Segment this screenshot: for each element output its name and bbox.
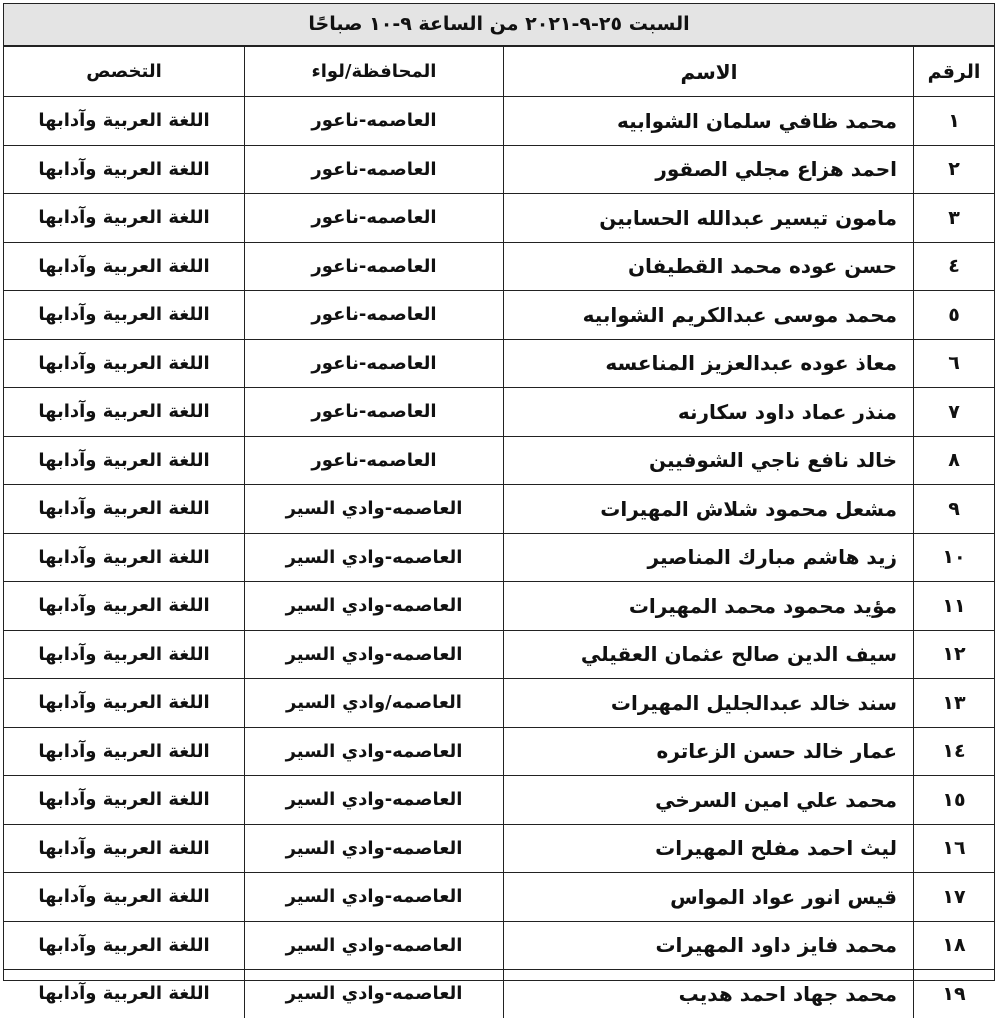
- table-row: [4, 824, 994, 873]
- row-specialization: اللغة العربية وآدابها: [4, 242, 245, 291]
- row-name: ليث احمد مفلح المهيرات: [504, 824, 914, 873]
- row-specialization: اللغة العربية وآدابها: [4, 776, 245, 825]
- schedule-sheet: [3, 3, 995, 1006]
- row-specialization: اللغة العربية وآدابها: [4, 485, 245, 534]
- row-specialization: اللغة العربية وآدابها: [4, 533, 245, 582]
- row-specialization: اللغة العربية وآدابها: [4, 339, 245, 388]
- table-body: [4, 97, 994, 1018]
- row-number: ١٠: [914, 533, 995, 582]
- row-governorate: العاصمه-وادي السير: [245, 533, 504, 582]
- row-name: مؤيد محمود محمد المهيرات: [504, 582, 914, 631]
- table-row: [4, 339, 994, 388]
- row-governorate: العاصمه-ناعور: [245, 436, 504, 485]
- row-name: محمد علي امين السرخي: [504, 776, 914, 825]
- row-specialization: اللغة العربية وآدابها: [4, 679, 245, 728]
- row-number: ١١: [914, 582, 995, 631]
- row-specialization: اللغة العربية وآدابها: [4, 145, 245, 194]
- row-name: حسن عوده محمد القطيفان: [504, 242, 914, 291]
- row-name: سند خالد عبدالجليل المهيرات: [504, 679, 914, 728]
- row-number: ١٦: [914, 824, 995, 873]
- row-name: احمد هزاع مجلي الصقور: [504, 145, 914, 194]
- header-specialization: التخصص: [4, 47, 245, 97]
- candidates-table: [4, 46, 994, 1018]
- row-number: ٣: [914, 194, 995, 243]
- table-row: [4, 630, 994, 679]
- row-number: ١٢: [914, 630, 995, 679]
- row-specialization: اللغة العربية وآدابها: [4, 194, 245, 243]
- table-row: [4, 679, 994, 728]
- row-governorate: العاصمه-وادي السير: [245, 776, 504, 825]
- row-number: ٨: [914, 436, 995, 485]
- row-name: محمد جهاد احمد هديب: [504, 970, 914, 1018]
- table-row: [4, 921, 994, 970]
- row-specialization: اللغة العربية وآدابها: [4, 873, 245, 922]
- row-governorate: العاصمه/وادي السير: [245, 679, 504, 728]
- row-number: ١٣: [914, 679, 995, 728]
- row-specialization: اللغة العربية وآدابها: [4, 436, 245, 485]
- row-name: محمد فايز داود المهيرات: [504, 921, 914, 970]
- row-governorate: العاصمه-وادي السير: [245, 727, 504, 776]
- row-name: خالد نافع ناجي الشوفيين: [504, 436, 914, 485]
- row-specialization: اللغة العربية وآدابها: [4, 727, 245, 776]
- row-governorate: العاصمه-ناعور: [245, 291, 504, 340]
- row-name: سيف الدين صالح عثمان العقيلي: [504, 630, 914, 679]
- row-name: منذر عماد داود سكارنه: [504, 388, 914, 437]
- row-specialization: اللغة العربية وآدابها: [4, 824, 245, 873]
- table-row: [4, 727, 994, 776]
- row-name: قيس انور عواد المواس: [504, 873, 914, 922]
- row-name: عمار خالد حسن الزعاتره: [504, 727, 914, 776]
- row-name: مامون تيسير عبدالله الحسابين: [504, 194, 914, 243]
- row-governorate: العاصمه-ناعور: [245, 339, 504, 388]
- row-specialization: اللغة العربية وآدابها: [4, 970, 245, 1018]
- header-number: الرقم: [914, 47, 995, 97]
- row-governorate: العاصمه-وادي السير: [245, 630, 504, 679]
- table-row: [4, 776, 994, 825]
- table-header-row: [4, 47, 994, 97]
- row-governorate: العاصمه-ناعور: [245, 242, 504, 291]
- row-governorate: العاصمه-ناعور: [245, 388, 504, 437]
- row-governorate: العاصمه-وادي السير: [245, 873, 504, 922]
- table-row: [4, 145, 994, 194]
- row-number: ١٧: [914, 873, 995, 922]
- row-name: زيد هاشم مبارك المناصير: [504, 533, 914, 582]
- row-governorate: العاصمه-وادي السير: [245, 824, 504, 873]
- row-number: ٦: [914, 339, 995, 388]
- row-governorate: العاصمه-ناعور: [245, 97, 504, 146]
- row-number: ٥: [914, 291, 995, 340]
- table-row: [4, 194, 994, 243]
- table-row: [4, 485, 994, 534]
- row-name: معاذ عوده عبدالعزيز المناعسه: [504, 339, 914, 388]
- row-specialization: اللغة العربية وآدابها: [4, 582, 245, 631]
- row-specialization: اللغة العربية وآدابها: [4, 630, 245, 679]
- row-number: ٢: [914, 145, 995, 194]
- header-name: الاسم: [504, 47, 914, 97]
- table-row: [4, 873, 994, 922]
- row-governorate: العاصمه-وادي السير: [245, 485, 504, 534]
- table-row: [4, 533, 994, 582]
- table-row: [4, 970, 994, 1018]
- row-specialization: اللغة العربية وآدابها: [4, 921, 245, 970]
- row-number: ١٩: [914, 970, 995, 1018]
- table-row: [4, 97, 994, 146]
- row-number: ١٤: [914, 727, 995, 776]
- page-title: السبت ٢٥-٩-٢٠٢١ من الساعة ٩-١٠ صباحًا: [4, 4, 994, 46]
- row-governorate: العاصمه-ناعور: [245, 145, 504, 194]
- table-row: [4, 388, 994, 437]
- row-number: ١٥: [914, 776, 995, 825]
- row-specialization: اللغة العربية وآدابها: [4, 97, 245, 146]
- row-number: ٧: [914, 388, 995, 437]
- table-row: [4, 582, 994, 631]
- row-specialization: اللغة العربية وآدابها: [4, 388, 245, 437]
- row-name: محمد موسى عبدالكريم الشوابيه: [504, 291, 914, 340]
- row-governorate: العاصمه-ناعور: [245, 194, 504, 243]
- row-number: ٩: [914, 485, 995, 534]
- table-row: [4, 242, 994, 291]
- row-name: محمد ظافي سلمان الشوابيه: [504, 97, 914, 146]
- row-governorate: العاصمه-وادي السير: [245, 582, 504, 631]
- header-governorate: المحافظة/لواء: [245, 47, 504, 97]
- row-number: ٤: [914, 242, 995, 291]
- row-specialization: اللغة العربية وآدابها: [4, 291, 245, 340]
- row-name: مشعل محمود شلاش المهيرات: [504, 485, 914, 534]
- table-row: [4, 436, 994, 485]
- row-number: ١: [914, 97, 995, 146]
- row-governorate: العاصمه-وادي السير: [245, 970, 504, 1018]
- row-number: ١٨: [914, 921, 995, 970]
- row-governorate: العاصمه-وادي السير: [245, 921, 504, 970]
- table-row: [4, 291, 994, 340]
